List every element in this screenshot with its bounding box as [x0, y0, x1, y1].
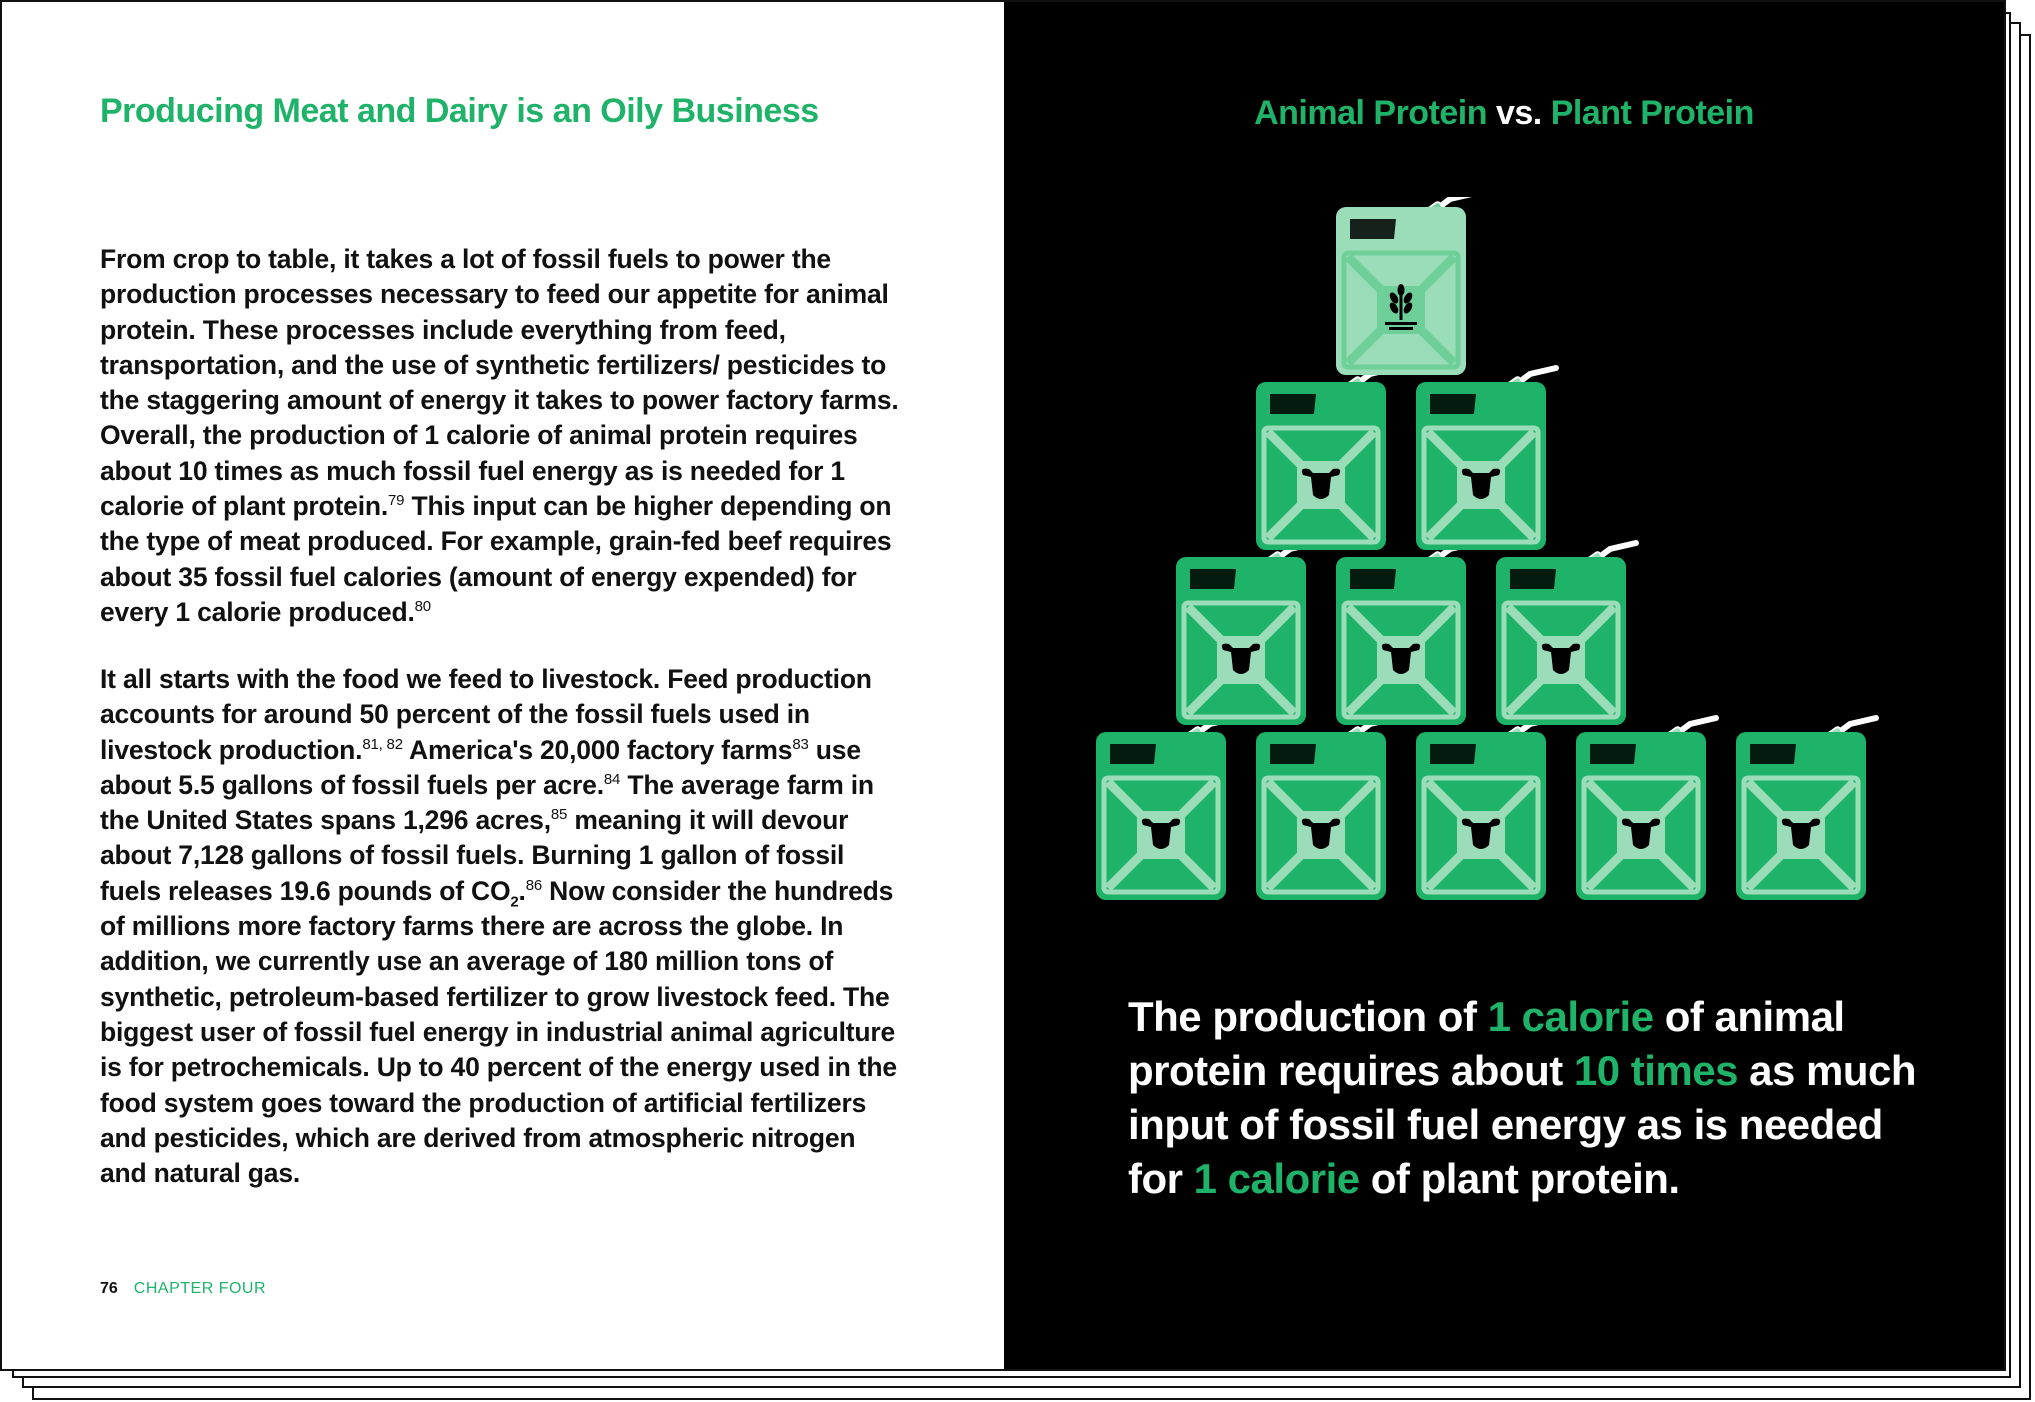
fuel-can-plant [1336, 197, 1476, 375]
p1-text-b: This input can be higher depending on the type of meat produced. For example, grain-fed beef requires about 35 fossil fuel calories (amount of energy expended) for every 1 calorie produced. [100, 491, 892, 627]
fuel-can-cow [1496, 543, 1636, 725]
footnote-80: 80 [414, 598, 431, 616]
fuel-can-cow [1416, 368, 1556, 550]
p2-text-g: Now consider the hundreds of millions more factory farms there are across the globe. In addition, we currently use an average of 180 million tons of synthetic, petroleum-based fertilizer to grow livestock feed. The biggest user of fossil fuel energy in industrial animal agriculture is for petrochemicals. Up to 40 percent of the energy used in the food system goes toward the production of artificial fertilizers and pesticides, which are derived from atmospheric nitrogen and natural gas. [100, 875, 897, 1189]
fuel-can-cow [1336, 543, 1476, 725]
fuel-can-cow [1416, 718, 1556, 900]
footnote-86: 86 [525, 876, 543, 894]
p2-text-a: It all starts with the food we feed to livestock. Feed production accounts for around 50 percent of the fossil fuels used in livestock production. [100, 664, 872, 765]
p2-text-d: The average farm in the United States spans 1,296 acres, [100, 769, 874, 836]
fuel-can-cow [1736, 718, 1876, 900]
statement-part-4: of plant protein. [1359, 1155, 1680, 1202]
statement-part-2: of animal protein requires about [1128, 993, 1845, 1094]
fuel-can-cow [1176, 543, 1316, 725]
co2-subscript: 2 [510, 893, 519, 911]
fuel-can-cow [1096, 718, 1236, 900]
statement-text [1128, 990, 1918, 1206]
footnote-84: 84 [603, 771, 621, 789]
p2-text-f: . [518, 875, 526, 906]
fuel-can-cow [1256, 718, 1396, 900]
title-vs: vs. [1487, 94, 1551, 132]
p2-text-e: meaning it will devour about 7,128 gallons of fossil fuels. Burning 1 gallon of fossil fuels releases 19.6 pounds of CO [100, 805, 849, 906]
statement-part-1: The production of [1128, 993, 1488, 1040]
footnote-81-82: 81, 82 [362, 735, 403, 753]
p1-text-a: From crop to table, it takes a lot of fossil fuels to power the production processes necessary to feed our appetite for animal protein. These processes include everything from feed, transportation, and the use of synthetic fertilizers/ pesticides to the staggering amount of energy it takes to power factory farms. Overall, the production of 1 calorie of animal protein requires about 10 times as much fossil fuel energy as is needed for 1 calorie of plant protein. [100, 244, 899, 522]
page-number: 76 [100, 1280, 118, 1297]
chapter-label: CHAPTER FOUR [133, 1280, 267, 1297]
statement-highlight-2: 10 times [1573, 1047, 1738, 1094]
left-page [2, 2, 1004, 1369]
p2-text-c: use about 5.5 gallons of fossil fuels per acre. [100, 734, 861, 800]
comparison-title [1004, 94, 2004, 133]
title-animal-protein: Animal Protein [1254, 94, 1488, 132]
right-page [1004, 2, 2004, 1369]
paragraph-1 [100, 242, 900, 630]
footnote-79: 79 [388, 492, 405, 510]
footnote-83: 83 [792, 735, 809, 753]
paragraph-2 [100, 662, 900, 1191]
title-plant-protein: Plant Protein [1550, 94, 1754, 132]
fuel-can-pyramid [1090, 197, 1910, 937]
fuel-can-cow [1256, 368, 1396, 550]
statement-part-3: as much input of fossil fuel energy as is needed for [1128, 1047, 1917, 1202]
statement-highlight-3: 1 calorie [1193, 1155, 1360, 1202]
page-footer [100, 1280, 266, 1298]
footnote-85: 85 [550, 806, 568, 824]
p2-text-b: America's 20,000 factory farms [402, 734, 793, 765]
left-page-title: Producing Meat and Dairy is an Oily Business [100, 92, 819, 130]
fuel-can-cow [1576, 718, 1716, 900]
statement-highlight-1: 1 calorie [1487, 993, 1654, 1040]
